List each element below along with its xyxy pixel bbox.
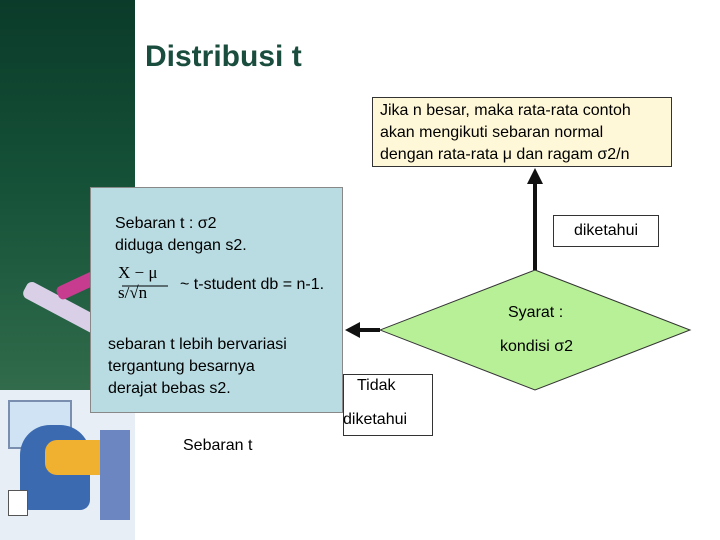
panel-description <box>108 334 287 400</box>
panel-line: Sebaran t : σ2 <box>115 215 217 232</box>
panel-line: diduga dengan s2. <box>115 237 247 254</box>
panel-line: tergantung besarnya <box>108 358 255 375</box>
diamond-label: Syarat : <box>508 304 564 321</box>
arrowhead-up <box>527 168 543 184</box>
formula-denominator: s/√n <box>118 283 148 302</box>
note-line: dengan rata-rata μ dan ragam σ2/n <box>380 146 630 163</box>
condition-diamond <box>380 270 690 390</box>
panel-line: derajat bebas s2. <box>108 380 231 397</box>
panel-line: sebaran t lebih bervariasi <box>108 336 287 353</box>
slide-title: Distribusi t <box>145 40 302 73</box>
formula-numerator: X − μ <box>118 263 158 282</box>
arrowhead-left <box>345 322 360 338</box>
unknown-label: diketahui <box>343 411 408 428</box>
note-line: Jika n besar, maka rata-rata contoh <box>380 102 631 119</box>
known-box: diketahui <box>553 215 659 247</box>
unknown-label: Tidak <box>357 377 396 394</box>
t-formula <box>118 263 157 303</box>
diamond-label: kondisi σ2 <box>500 338 574 355</box>
note-line: akan mengikuti sebaran normal <box>380 124 604 141</box>
formula-tail: ~ t-student db = n-1. <box>180 276 325 293</box>
panel-caption: Sebaran t <box>183 437 253 454</box>
panel-text <box>115 213 247 257</box>
